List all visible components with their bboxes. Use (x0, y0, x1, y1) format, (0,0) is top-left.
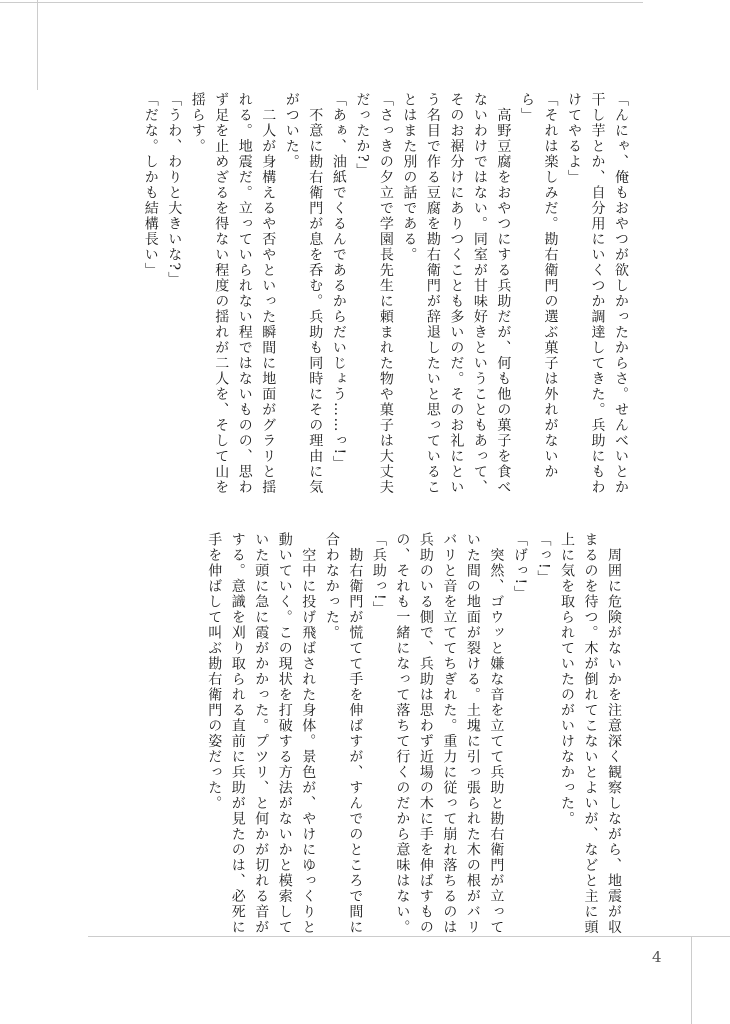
paragraph: 「っ!」 (535, 532, 552, 586)
bottom-horizontal-trim-line (88, 936, 730, 937)
paragraph: 「うわ、わりと大きいな?」 (166, 92, 183, 288)
bottom-right-vertical-trim-line (691, 936, 692, 1024)
paragraph: 「兵助っ!」 (370, 532, 387, 617)
paragraph: 突然、ゴウッと嫌な音を立てて兵助と勘右衛門が立っていた間の地面が裂ける。土塊に引っ張られた木の根がバリバリと音を立ててちぎれた。重力に従って崩れ落ちるのは兵助のいる側で、兵助は思わず近場の木に手を伸ばすものの、それも一緒になって落ちて行くのだから意味はない。 (394, 532, 505, 935)
paragraph: 「げっ!」 (511, 532, 528, 602)
paragraph: 高野豆腐をおやつにする兵助だが、何も他の菓子を食べないわけではない。同室が甘味好きということもあって、そのお裾分けにありつくことも多いのだ。そのお礼にという名目で作る豆腐を勘右衛門が辞退したいと思っていることはまた別の話である。 (401, 92, 512, 495)
paragraph: 「あぁ、油紙でくるんであるからだいじょう……っ!」 (330, 92, 347, 472)
paragraph: 周囲に危険がないかを注意深く観察しながら、地震が収まるのを待つ。木が倒れてこないとよいが、などと主に頭上に気を取られていたのがいけなかった。 (558, 532, 622, 935)
top-horizontal-trim-line (0, 2, 643, 3)
paragraph: 二人が身構えるや否やといった瞬間に地面がグラリと揺れる。地震だ。立っていられない程ではないものの、思わず足を止めざるを得ない程度の揺れが二人を、そして山を揺らす。 (189, 92, 277, 495)
page-number: 4 (652, 948, 662, 966)
paragraph: 「んにゃ、俺もおやつが欲しかったからさ。せんべいとか干し芋とか、自分用にいくつか調達してきた。兵助にもわけてやるよ」 (565, 92, 629, 495)
paragraph: 不意に勘右衛門が息を呑む。兵助も同時にその理由に気がついた。 (283, 92, 324, 495)
paragraph: 勘右衛門が慌てて手を伸ばすが、すんでのところで間に合わなかった。 (323, 532, 364, 935)
paragraph: 「だな。しかも結構長い」 (142, 92, 159, 278)
paragraph: 「さっきの夕立で学園長先生に頼まれた物や菓子は大丈夫だったか?」 (354, 92, 394, 495)
paragraph: 空中に投げ飛ばされた身体。景色が、やけにゆっくりと動いていく。この現状を打破する方法がないかと模索していた頭に急に霞がかかった。プツリ、と何かが切れる音がする。意識を刈り取られる直前に兵助が見たのは、必死に手を伸ばして叫ぶ勘右衛門の姿だった。 (206, 532, 317, 935)
paragraph: 「それは楽しみだ。勘右衛門の選ぶ菓子は外れがないから」 (518, 92, 559, 480)
text-block-top (138, 92, 632, 496)
top-left-vertical-trim-line (37, 0, 38, 90)
text-block-bottom (202, 532, 625, 936)
